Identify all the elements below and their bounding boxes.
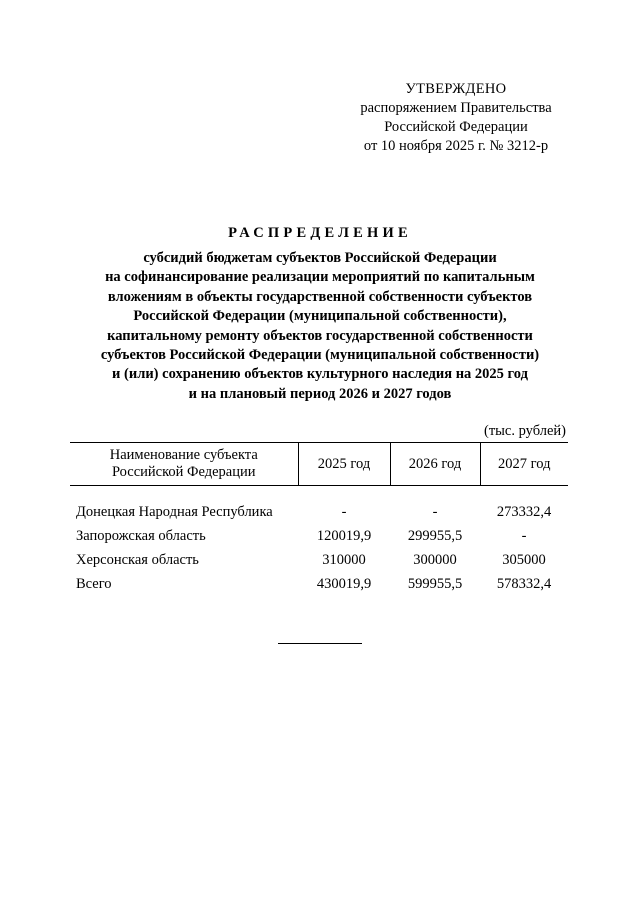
cell-2027: 273332,4 [496, 504, 552, 520]
cell-region: Запорожская область [76, 528, 206, 544]
subtitle-line: Российской Федерации (муниципальной собственности), [133, 308, 507, 325]
cell-2027: - [521, 528, 527, 544]
table-row [70, 500, 568, 524]
document-title: РАСПРЕДЕЛЕНИЕ [228, 225, 412, 241]
cell-2026: 300000 [413, 552, 457, 568]
table-row [70, 524, 568, 548]
header-year-2025: 2025 год [298, 443, 390, 486]
subtitle-line: вложениям в объекты государственной собственности субъектов [107, 288, 533, 305]
document-subtitle [70, 249, 570, 404]
approval-line-3: от 10 ноября 2025 г. № 3212-р [363, 138, 549, 154]
cell-2026: 599955,5 [407, 576, 463, 592]
subtitle-line: субсидий бюджетам субъектов Российской Федерации [143, 250, 497, 266]
header-year-2026: 2026 год [390, 443, 480, 486]
approval-block [344, 80, 568, 156]
closing-divider [278, 643, 362, 644]
cell-2026: - [432, 504, 438, 520]
cell-region: Донецкая Народная Республика [76, 504, 273, 520]
approval-line-2: Российской Федерации [384, 119, 528, 135]
subtitle-line: капитальному ремонту объектов государственной собственности [107, 327, 533, 344]
subtitle-line: и на плановый период 2026 и 2027 годов [188, 385, 452, 402]
header-region-name-line-2: Российской Федерации [111, 464, 256, 480]
table-header-row [70, 443, 568, 486]
cell-2027: 305000 [502, 552, 546, 568]
table-row-total [70, 572, 568, 596]
header-region-name [70, 443, 298, 486]
approval-line-1: распоряжением Правительства [360, 100, 552, 116]
subtitle-line: на софинансирование реализации мероприятий по капитальным [105, 269, 535, 286]
subtitle-line: и (или) сохранению объектов культурного наследия на 2025 год [112, 366, 528, 383]
subtitle-line: субъектов Российской Федерации (муниципальной собственности) [100, 347, 540, 364]
cell-2025: 120019,9 [316, 528, 372, 544]
cell-region: Всего [76, 576, 112, 592]
cell-2025: 430019,9 [316, 576, 372, 592]
distribution-table [70, 442, 568, 596]
header-year-2027: 2027 год [480, 443, 568, 486]
cell-2027: 578332,4 [496, 576, 552, 592]
cell-region: Херсонская область [76, 552, 199, 568]
cell-2026: 299955,5 [407, 528, 463, 544]
approval-stamp: УТВЕРЖДЕНО [405, 81, 507, 97]
table-spacer-row [70, 486, 568, 501]
header-region-name-line-1: Наименование субъекта [109, 447, 258, 463]
units-label: (тыс. рублей) [484, 423, 566, 439]
cell-2025: - [341, 504, 347, 520]
table-row [70, 548, 568, 572]
cell-2025: 310000 [322, 552, 366, 568]
